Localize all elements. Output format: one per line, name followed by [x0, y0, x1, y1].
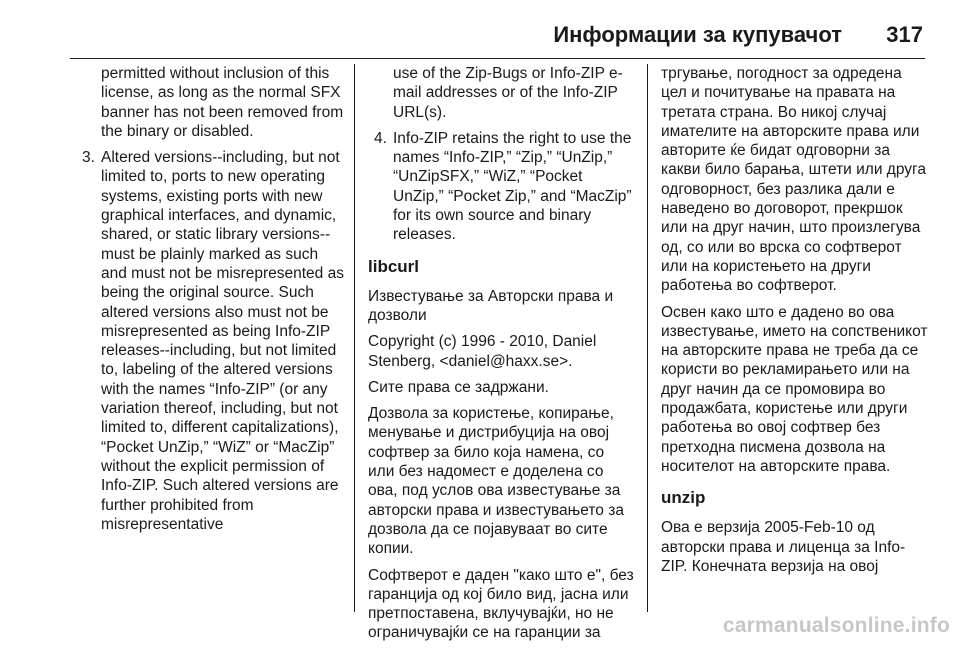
- list-item-text: Altered versions--including, but not limited to, ports to new operating systems, existing ports with new graphical interfaces, and dynamic, shared, or static library versions--must be plainly marked as such and must not be misrepresented as being the original source. Such altered versions also must not be misrepresented as being Info-ZIP releases--including, but not limited to, labeling of the altered versions with the names “Info-ZIP” (or any variation thereof, including, but not limited to, different capitalizations), “Pocket UnZip,” “WiZ” or “MacZip” without the explicit permission of Info-ZIP. Such altered versions are further prohibited from misrepresentative: [101, 149, 344, 533]
- column-2: [368, 64, 634, 650]
- paragraph: Сите права се задржани.: [368, 378, 549, 396]
- header-rule: [70, 58, 925, 59]
- list-item-3-continued: [368, 64, 634, 122]
- paragraph: Copyright (c) 1996 - 2010, Daniel Stenberg, <daniel@haxx.se>.: [368, 333, 597, 370]
- list-item-4: [368, 129, 634, 245]
- list-item-number: 4.: [374, 129, 387, 147]
- section-heading-unzip: unzip: [661, 488, 706, 508]
- paragraph: Известување за Авторски права и дозволи: [368, 287, 614, 324]
- paragraph: Ова е верзија 2005-Feb-10 од авторски права и лиценца за Info-ZIP. Конечната верзија на овој: [661, 519, 906, 575]
- column-3: [661, 64, 929, 583]
- list-item-text: use of the Zip-Bugs or Info-ZIP e-mail addresses or of the Info-ZIP URL(s).: [393, 65, 623, 121]
- page-header: [0, 0, 960, 60]
- list-item-number: 3.: [82, 149, 95, 167]
- watermark: carmanualsonline.info: [722, 614, 950, 637]
- column-divider: [354, 64, 355, 612]
- column-1: [76, 64, 346, 541]
- section-heading-libcurl: libcurl: [368, 256, 420, 276]
- list-item-2-continued: [76, 64, 346, 141]
- list-item-3: [76, 148, 346, 534]
- paragraph: Дозвола за користење, копирање, менување и дистрибуција на овој софтвер за било која намена, со или без надомест е доделена со ова, под услов ова известување за авторски права и известувањето за дозвола да се појавуваат во сите копии.: [368, 405, 624, 558]
- paragraph: Освен како што е дадено во ова известување, името на сопственикот на авторските права не треба да се користи во рекламирањето или на друг начин да се промовира во продажбата, користење или други работења во овој софтвер без претходна писмена дозвола на носителот на авторските права.: [661, 303, 928, 475]
- list-item-text: Info-ZIP retains the right to use the names “Info-ZIP,” “Zip,” “UnZip,” “UnZipSFX,” “WiZ,” “Pocket UnZip,” “Pocket Zip,” and “MacZip” for its own source and binary releases.: [393, 129, 632, 244]
- page-title: Информации за купувачот: [553, 22, 842, 47]
- page-number: 317: [886, 22, 923, 47]
- list-item-text: permitted without inclusion of this license, as long as the normal SFX banner has not been removed from the binary or disabled.: [101, 65, 344, 140]
- column-divider: [647, 64, 648, 612]
- paragraph: тргување, погодност за одредена цел и почитување на правата на третата страна. Во никој случај имателите на авторските права или авторите ќе бидат одговорни за какви било барања, штети или друга одговорност, без разлика дали е наведено во договорот, прекршок или на друг начин, што произлегува од, со или во врска со софтверот или на користењето на други работења во софтверот.: [661, 65, 926, 295]
- paragraph: Софтверот е даден "како што е", без гаранција од кој било вид, јасна или претпоставена, вклучувајќи, но не ограничувајќи се на гаранции за: [368, 566, 634, 642]
